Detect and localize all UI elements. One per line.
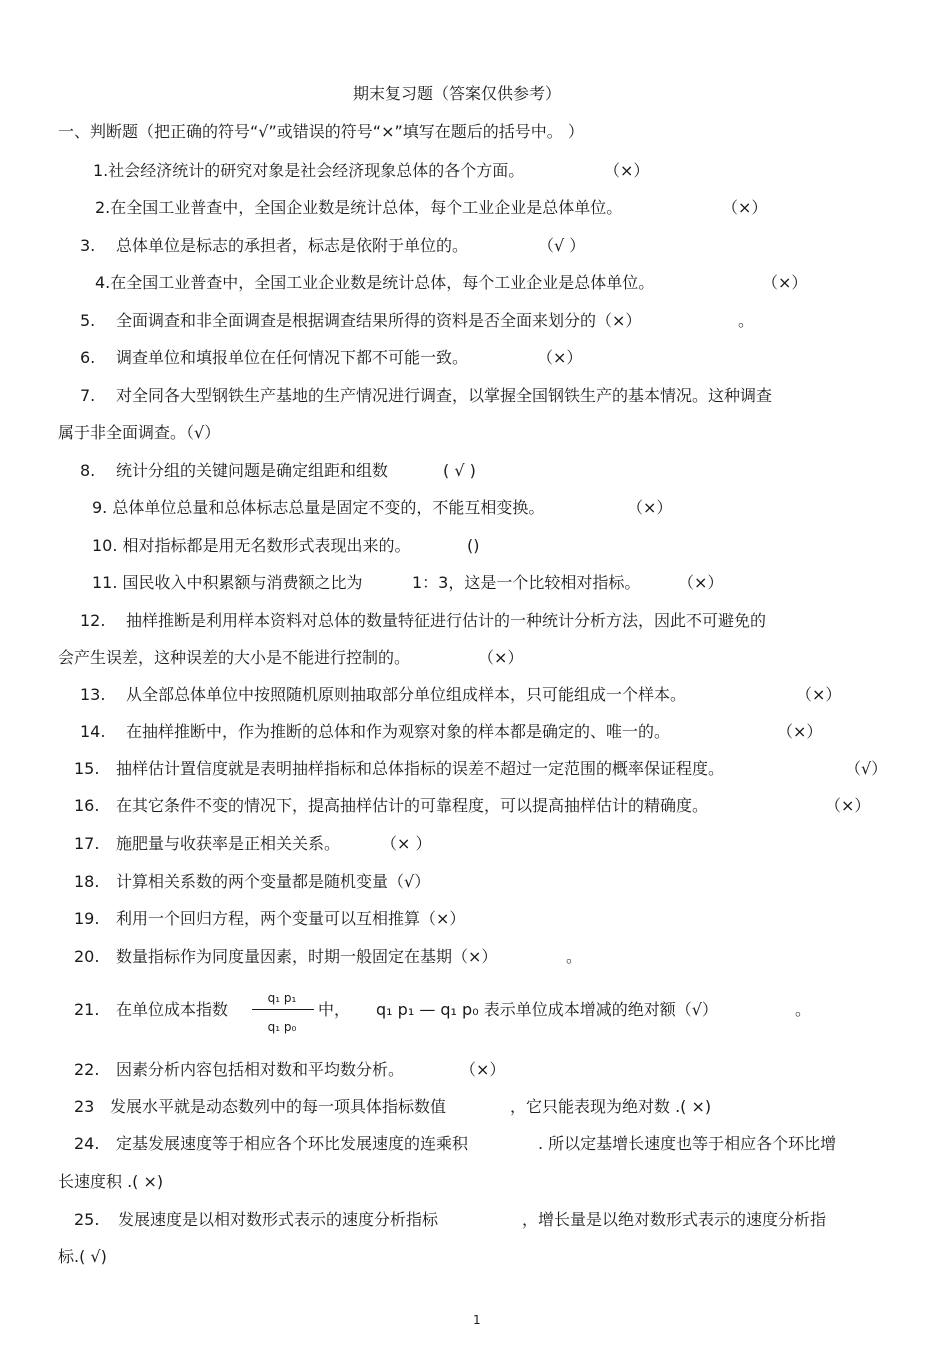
question-text: 相对指标都是用无名数形式表现出来的。 xyxy=(122,536,411,555)
question-24-number: 24. xyxy=(74,1134,100,1153)
question-3: 总体单位是标志的承担者，标志是依附于单位的。 xyxy=(116,236,469,255)
question-21-after-frac: 中， xyxy=(318,1000,351,1019)
question-12: 抽样推断是利用样本资料对总体的数量特征进行估计的一种统计分析方法，因此不可避免的 xyxy=(126,611,767,630)
question-6-number: 6. xyxy=(80,348,96,367)
question-10 xyxy=(92,536,411,556)
question-21-number: 21. xyxy=(74,1000,100,1019)
question-text: 国民收入中积累额与消费额之比为 xyxy=(122,573,363,592)
question-5-number: 5. xyxy=(80,311,96,330)
answer-17: （× ） xyxy=(381,834,432,853)
question-17: 施肥量与收获率是正相关关系。 xyxy=(116,834,341,853)
question-14-number: 14. xyxy=(80,722,106,741)
question-15-number: 15. xyxy=(74,759,100,778)
question-number: 9. xyxy=(92,498,108,517)
question-12-number: 12. xyxy=(80,611,106,630)
answer-6: （×） xyxy=(537,348,583,367)
question-20: 数量指标作为同度量因素，时期一般固定在基期（×） xyxy=(116,947,498,966)
fraction-bar xyxy=(252,1009,314,1010)
question-6: 调查单位和填报单位在任何情况下都不可能一致。 xyxy=(116,348,469,367)
question-number: 10. xyxy=(92,536,118,555)
question-19-number: 19. xyxy=(74,909,100,928)
answer-22: （×） xyxy=(460,1060,506,1079)
question-25-cont: 标.( √) xyxy=(58,1247,107,1266)
question-25-number: 25. xyxy=(74,1210,100,1229)
question-14: 在抽样推断中，作为推断的总体和作为观察对象的样本都是确定的、唯一的。 xyxy=(126,722,671,741)
question-3-number: 3. xyxy=(80,236,96,255)
question-number: 2. xyxy=(95,198,111,217)
answer-8: ( √ ) xyxy=(443,461,476,480)
fraction-numerator: q₁ p₁ xyxy=(267,991,297,1005)
question-4 xyxy=(95,273,654,293)
answer-20: 。 xyxy=(566,947,583,966)
page-title: 期末复习题（答案仅供参考） xyxy=(353,84,562,103)
answer-3: （√ ） xyxy=(538,236,586,255)
question-11 xyxy=(92,573,363,593)
question-19: 利用一个回归方程，两个变量可以互相推算（×） xyxy=(116,909,466,928)
question-22: 因素分析内容包括相对数和平均数分析。 xyxy=(116,1060,405,1079)
question-24-mid: . 所以定基增长速度也等于相应各个环比增 xyxy=(538,1134,837,1153)
question-number: 11. xyxy=(92,573,118,592)
answer-5: 。 xyxy=(738,311,755,330)
section-heading: 一、判断题（把正确的符号“√”或错误的符号“×”填写在题后的括号中。 ） xyxy=(58,122,584,141)
question-13: 从全部总体单位中按照随机原则抽取部分单位组成样本，只可能组成一个样本。 xyxy=(126,685,687,704)
question-1 xyxy=(93,161,524,181)
question-25-mid: ，增长量是以绝对数形式表示的速度分析指 xyxy=(522,1210,827,1229)
question-20-number: 20. xyxy=(74,947,100,966)
question-23-number: 23 xyxy=(74,1097,95,1116)
question-text: 在全国工业普查中，全国企业数是统计总体，每个工业企业是总体单位。 xyxy=(110,198,623,217)
question-text: 总体单位总量和总体标志总量是固定不变的，不能互相变换。 xyxy=(112,498,545,517)
question-8: 统计分组的关键问题是确定组距和组数 xyxy=(116,461,389,480)
answer-10: () xyxy=(467,536,480,555)
question-12-cont: 会产生误差，这种误差的大小是不能进行控制的。 xyxy=(58,648,411,667)
question-7-number: 7. xyxy=(80,386,96,405)
answer-11: （×） xyxy=(678,573,724,592)
page-number: 1 xyxy=(473,1313,481,1327)
question-number: 4. xyxy=(95,273,111,292)
question-7: 对全同各大型钢铁生产基地的生产情况进行调查，以掌握全国钢铁生产的基本情况。这种调查 xyxy=(116,386,773,405)
answer-15: （√） xyxy=(845,759,888,778)
question-21-formula: q₁ p₁ — q₁ p₀ 表示单位成本增减的绝对额（√） xyxy=(376,1000,718,1019)
question-16-number: 16. xyxy=(74,796,100,815)
question-22-number: 22. xyxy=(74,1060,100,1079)
answer-12: （×） xyxy=(478,648,524,667)
answer-21: 。 xyxy=(795,1000,812,1019)
question-5: 全面调查和非全面调查是根据调查结果所得的资料是否全面来划分的（×） xyxy=(116,311,642,330)
question-13-number: 13. xyxy=(80,685,106,704)
question-number: 1. xyxy=(93,161,109,180)
question-21: 在单位成本指数 xyxy=(116,1000,229,1019)
fraction-denominator: q₁ p₀ xyxy=(267,1020,297,1034)
question-2 xyxy=(95,198,622,218)
question-8-number: 8. xyxy=(80,461,96,480)
question-24: 定基发展速度等于相应各个环比发展速度的连乘积 xyxy=(116,1134,469,1153)
question-25: 发展速度是以相对数形式表示的速度分析指标 xyxy=(118,1210,439,1229)
question-24-cont: 长速度积 .( ×) xyxy=(58,1172,164,1191)
question-18: 计算相关系数的两个变量都是随机变量（√） xyxy=(116,872,431,891)
question-9 xyxy=(92,498,544,518)
answer-16: （×） xyxy=(825,796,871,815)
answer-9: （×） xyxy=(627,498,673,517)
question-16: 在其它条件不变的情况下，提高抽样估计的可靠程度，可以提高抽样估计的精确度。 xyxy=(116,796,709,815)
answer-4: （×） xyxy=(762,273,808,292)
answer-13: （×） xyxy=(796,685,842,704)
question-18-number: 18. xyxy=(74,872,100,891)
answer-14: （×） xyxy=(777,722,823,741)
question-17-number: 17. xyxy=(74,834,100,853)
answer-2: （×） xyxy=(722,198,768,217)
question-7-cont: 属于非全面调查。（√） xyxy=(58,423,221,442)
question-11-mid: 1：3，这是一个比较相对指标。 xyxy=(412,573,641,592)
question-15: 抽样估计置信度就是表明抽样指标和总体指标的误差不超过一定范围的概率保证程度。 xyxy=(116,759,725,778)
question-23: 发展水平就是动态数列中的每一项具体指标数值 xyxy=(110,1097,447,1116)
answer-1: （×） xyxy=(604,161,650,180)
question-23-mid: ，它只能表现为绝对数 .( ×) xyxy=(510,1097,712,1116)
question-text: 社会经济统计的研究对象是社会经济现象总体的各个方面。 xyxy=(108,161,525,180)
question-text: 在全国工业普查中，全国工业企业数是统计总体，每个工业企业是总体单位。 xyxy=(110,273,655,292)
